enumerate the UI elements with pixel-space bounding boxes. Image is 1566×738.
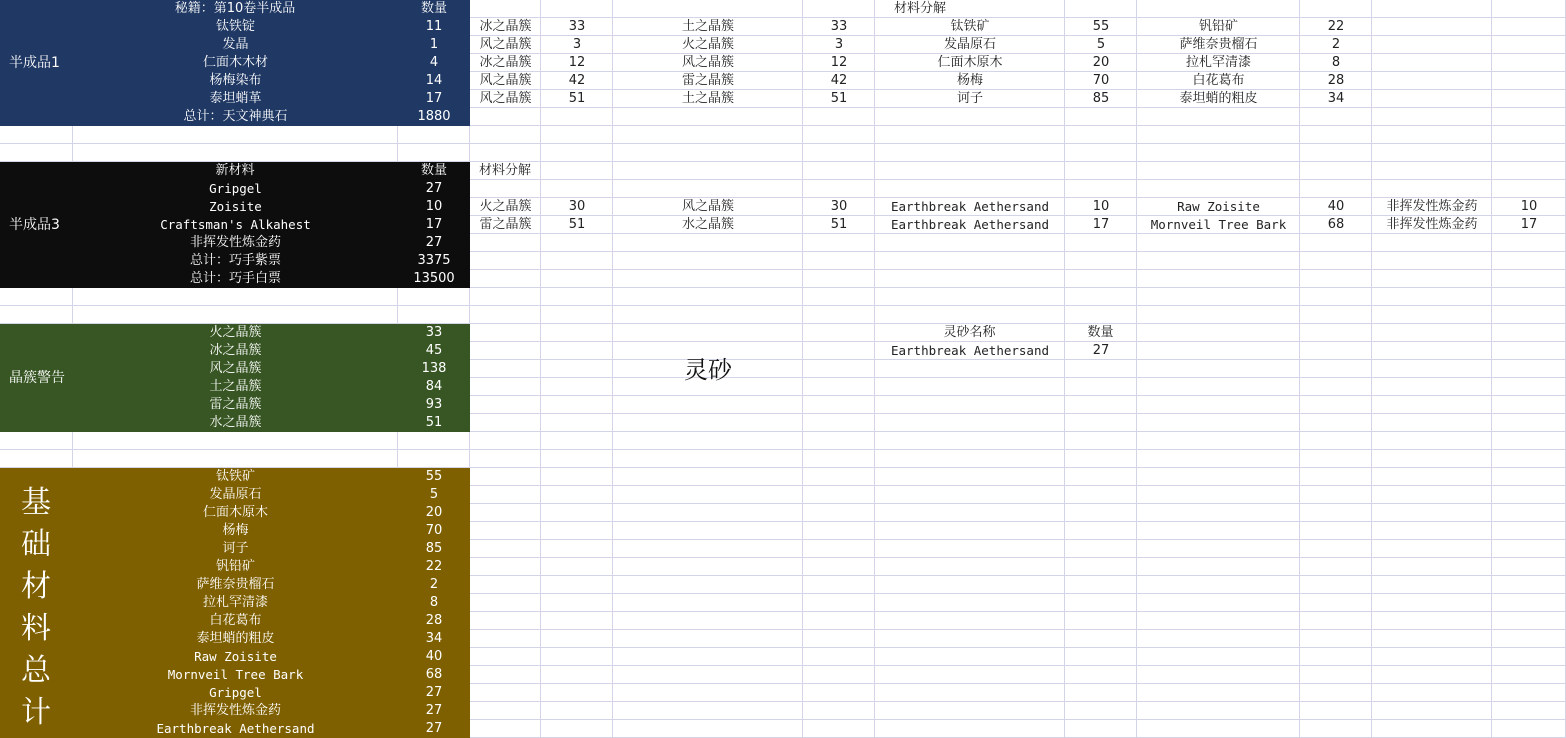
decomp1-qty[interactable]: 12 <box>830 55 848 70</box>
decomp1-qty[interactable]: 3 <box>834 37 844 52</box>
base-item-name[interactable]: 钛铁矿 <box>215 469 255 484</box>
base-item-name[interactable]: 诃子 <box>222 541 249 556</box>
semi1-item-qty[interactable]: 1880 <box>417 109 451 124</box>
base-item-name[interactable]: Raw Zoisite <box>194 649 277 664</box>
decomp1-material[interactable]: 风之晶簇 <box>479 73 532 88</box>
grid-col-line <box>1136 0 1137 738</box>
base-label-char: 基 <box>21 485 51 520</box>
decomp1-material[interactable]: 白花葛布 <box>1192 73 1245 88</box>
semi3-item-name[interactable]: 总计：巧手紫票 <box>189 253 281 268</box>
base-item-qty[interactable]: 20 <box>425 505 443 520</box>
base-item-qty[interactable]: 70 <box>425 523 443 538</box>
semi1-header-name[interactable]: 秘籍：第10卷半成品 <box>174 1 296 16</box>
crystal-item-name[interactable]: 冰之晶簇 <box>209 343 262 358</box>
base-label-char: 计 <box>21 695 51 730</box>
base-item-qty[interactable]: 22 <box>425 559 443 574</box>
semi3-item-name[interactable]: 总计：巧手白票 <box>189 271 281 286</box>
semi1-item-qty[interactable]: 11 <box>425 19 443 34</box>
crystal-item-name[interactable]: 风之晶簇 <box>209 361 262 376</box>
decomp1-qty[interactable]: 85 <box>1092 91 1110 106</box>
base-label-char: 料 <box>21 611 51 646</box>
decomp1-title[interactable]: 材料分解 <box>893 1 946 16</box>
semi3-item-qty[interactable]: 3375 <box>417 253 451 268</box>
base-item-name[interactable]: Mornveil Tree Bark <box>167 667 304 682</box>
decomp1-qty[interactable]: 42 <box>568 73 586 88</box>
semi1-item-qty[interactable]: 17 <box>425 91 443 106</box>
decomp1-material[interactable]: 钛铁矿 <box>950 19 990 34</box>
decomp1-material[interactable]: 冰之晶簇 <box>479 19 532 34</box>
decomp2-material[interactable]: Mornveil Tree Bark <box>1150 217 1287 232</box>
decomp1-material[interactable]: 冰之晶簇 <box>479 55 532 70</box>
decomp1-qty[interactable]: 28 <box>1327 73 1345 88</box>
crystal-item-name[interactable]: 土之晶簇 <box>209 379 262 394</box>
semi1-item-name[interactable]: 仁面木木材 <box>202 55 268 70</box>
decomp1-qty[interactable]: 2 <box>1331 37 1341 52</box>
decomp1-qty[interactable]: 70 <box>1092 73 1110 88</box>
decomp2-qty[interactable]: 30 <box>830 199 848 214</box>
semi3-item-name[interactable]: Craftsman's Alkahest <box>160 217 311 232</box>
semi1-label[interactable]: 半成品1 <box>9 55 60 71</box>
base-item-qty[interactable]: 27 <box>425 721 443 736</box>
decomp1-qty[interactable]: 33 <box>568 19 586 34</box>
base-item-qty[interactable]: 40 <box>425 649 443 664</box>
lingsha-header-qty[interactable]: 数量 <box>1087 325 1114 340</box>
semi3-item-qty[interactable]: 13500 <box>413 271 455 286</box>
decomp1-qty[interactable]: 5 <box>1096 37 1106 52</box>
base-item-name[interactable]: 非挥发性炼金药 <box>189 703 281 718</box>
decomp2-qty[interactable]: 17 <box>1520 217 1538 232</box>
semi3-item-qty[interactable]: 27 <box>425 235 443 250</box>
base-item-name[interactable]: 仁面木原木 <box>202 505 268 520</box>
decomp1-qty[interactable]: 55 <box>1092 19 1110 34</box>
crystal-warning-label[interactable]: 晶簇警告 <box>9 370 65 386</box>
semi3-label[interactable]: 半成品3 <box>9 217 60 233</box>
crystal-item-name[interactable]: 雷之晶簇 <box>209 397 262 412</box>
decomp1-material[interactable]: 发晶原石 <box>943 37 996 52</box>
lingsha-item-qty[interactable]: 27 <box>1092 343 1110 358</box>
decomp2-title[interactable]: 材料分解 <box>478 163 531 178</box>
grid-row-line <box>0 143 1566 144</box>
grid-row-line <box>0 449 1566 450</box>
grid-col-line <box>874 0 875 738</box>
crystal-item-name[interactable]: 火之晶簇 <box>209 325 262 340</box>
semi1-item-qty[interactable]: 4 <box>429 55 439 70</box>
base-item-qty[interactable]: 34 <box>425 631 443 646</box>
decomp1-qty[interactable]: 3 <box>572 37 582 52</box>
decomp1-material[interactable]: 仁面木原木 <box>937 55 1003 70</box>
crystal-item-qty[interactable]: 33 <box>425 325 443 340</box>
base-item-name[interactable]: Gripgel <box>209 685 262 700</box>
decomp1-material[interactable]: 泰坦蛸的粗皮 <box>1179 91 1258 106</box>
grid-col-line <box>1299 0 1300 738</box>
decomp2-material[interactable]: 非挥发性炼金药 <box>1386 217 1478 232</box>
decomp2-material[interactable]: 水之晶簇 <box>681 217 734 232</box>
base-item-qty[interactable]: 28 <box>425 613 443 628</box>
base-item-name[interactable]: 泰坦蛸的粗皮 <box>196 631 275 646</box>
base-item-qty[interactable]: 2 <box>429 577 439 592</box>
decomp1-material[interactable]: 萨维奈贵榴石 <box>1179 37 1258 52</box>
decomp2-material[interactable]: 非挥发性炼金药 <box>1386 199 1478 214</box>
semi1-item-name[interactable]: 钛铁锭 <box>215 19 255 34</box>
decomp1-material[interactable]: 杨梅 <box>956 73 983 88</box>
grid-col-line <box>1371 0 1372 738</box>
decomp2-qty[interactable]: 10 <box>1520 199 1538 214</box>
base-label-char: 总 <box>21 653 51 688</box>
grid-col-line <box>1064 0 1065 738</box>
decomp1-material[interactable]: 风之晶簇 <box>479 37 532 52</box>
base-item-qty[interactable]: 5 <box>429 487 439 502</box>
base-item-name[interactable]: 杨梅 <box>222 523 249 538</box>
crystal-item-qty[interactable]: 93 <box>425 397 443 412</box>
decomp2-material[interactable]: 火之晶簇 <box>479 199 532 214</box>
semi1-item-name[interactable]: 发晶 <box>222 37 249 52</box>
semi3-item-name[interactable]: Zoisite <box>209 199 262 214</box>
decomp2-material[interactable]: Earthbreak Aethersand <box>890 199 1050 214</box>
semi1-item-name[interactable]: 总计：天文神典石 <box>183 109 288 124</box>
base-item-qty[interactable]: 85 <box>425 541 443 556</box>
decomp1-qty[interactable]: 34 <box>1327 91 1345 106</box>
base-item-name[interactable]: 发晶原石 <box>209 487 262 502</box>
decomp2-qty[interactable]: 51 <box>568 217 586 232</box>
semi3-item-qty[interactable]: 10 <box>425 199 443 214</box>
decomp1-qty[interactable]: 12 <box>568 55 586 70</box>
base-item-name[interactable]: 萨维奈贵榴石 <box>196 577 275 592</box>
semi1-header-qty[interactable]: 数量 <box>420 1 447 16</box>
decomp2-material[interactable]: Raw Zoisite <box>1177 199 1260 214</box>
decomp1-material[interactable]: 钒铅矿 <box>1198 19 1238 34</box>
decomp1-qty[interactable]: 22 <box>1327 19 1345 34</box>
crystal-item-qty[interactable]: 138 <box>421 361 447 376</box>
semi3-item-name[interactable]: 非挥发性炼金药 <box>189 235 281 250</box>
base-materials-label[interactable] <box>0 482 72 734</box>
decomp1-qty[interactable]: 33 <box>830 19 848 34</box>
lingsha-label[interactable]: 灵砂 <box>684 356 732 384</box>
decomp1-qty[interactable]: 8 <box>1331 55 1341 70</box>
decomp1-material[interactable]: 风之晶簇 <box>479 91 532 106</box>
base-item-name[interactable]: 白花葛布 <box>209 613 262 628</box>
grid-row-line <box>0 305 1566 306</box>
lingsha-item-name[interactable]: Earthbreak Aethersand <box>890 343 1050 358</box>
decomp2-material[interactable]: 风之晶簇 <box>681 199 734 214</box>
decomp2-qty[interactable]: 30 <box>568 199 586 214</box>
crystal-item-qty[interactable]: 45 <box>425 343 443 358</box>
decomp2-qty[interactable]: 17 <box>1092 217 1110 232</box>
base-item-qty[interactable]: 8 <box>429 595 439 610</box>
semi3-header-name[interactable]: 新材料 <box>215 163 255 178</box>
decomp1-material[interactable]: 土之晶簇 <box>681 19 734 34</box>
base-item-name[interactable]: Earthbreak Aethersand <box>156 721 315 736</box>
semi1-item-name[interactable]: 杨梅染布 <box>209 73 262 88</box>
semi1-item-qty[interactable]: 1 <box>429 37 439 52</box>
decomp2-qty[interactable]: 40 <box>1327 199 1345 214</box>
decomp1-material[interactable]: 诃子 <box>956 91 983 106</box>
decomp1-material[interactable]: 拉札罕清漆 <box>1185 55 1251 70</box>
decomp1-qty[interactable]: 20 <box>1092 55 1110 70</box>
base-item-name[interactable]: 钒铅矿 <box>215 559 255 574</box>
grid-col-line <box>540 0 541 738</box>
semi1-item-qty[interactable]: 14 <box>425 73 443 88</box>
grid-col-line <box>1491 0 1492 738</box>
semi3-item-qty[interactable]: 17 <box>425 217 443 232</box>
semi3-item-qty[interactable]: 27 <box>425 181 443 196</box>
decomp1-material[interactable]: 火之晶簇 <box>681 37 734 52</box>
lingsha-header-name[interactable]: 灵砂名称 <box>943 325 996 340</box>
base-label-char: 材 <box>21 569 51 604</box>
base-item-qty[interactable]: 68 <box>425 667 443 682</box>
base-label-char: 础 <box>21 527 51 562</box>
base-item-name[interactable]: 拉札罕清漆 <box>202 595 268 610</box>
crystal-item-qty[interactable]: 51 <box>425 415 443 430</box>
decomp1-qty[interactable]: 51 <box>830 91 848 106</box>
semi3-item-name[interactable]: Gripgel <box>209 181 262 196</box>
decomp1-material[interactable]: 雷之晶簇 <box>681 73 734 88</box>
base-item-qty[interactable]: 27 <box>425 703 443 718</box>
decomp1-material[interactable]: 土之晶簇 <box>681 91 734 106</box>
decomp2-material[interactable]: 雷之晶簇 <box>479 217 532 232</box>
decomp1-qty[interactable]: 42 <box>830 73 848 88</box>
crystal-item-name[interactable]: 水之晶簇 <box>209 415 262 430</box>
decomp1-qty[interactable]: 51 <box>568 91 586 106</box>
decomp2-qty[interactable]: 51 <box>830 217 848 232</box>
base-item-qty[interactable]: 27 <box>425 685 443 700</box>
decomp2-qty[interactable]: 68 <box>1327 217 1345 232</box>
semi1-item-name[interactable]: 泰坦蛸革 <box>209 91 262 106</box>
semi3-header-qty[interactable]: 数量 <box>420 163 447 178</box>
decomp2-qty[interactable]: 10 <box>1092 199 1110 214</box>
base-item-qty[interactable]: 55 <box>425 469 443 484</box>
decomp2-material[interactable]: Earthbreak Aethersand <box>890 217 1050 232</box>
decomp1-material[interactable]: 风之晶簇 <box>681 55 734 70</box>
crystal-item-qty[interactable]: 84 <box>425 379 443 394</box>
